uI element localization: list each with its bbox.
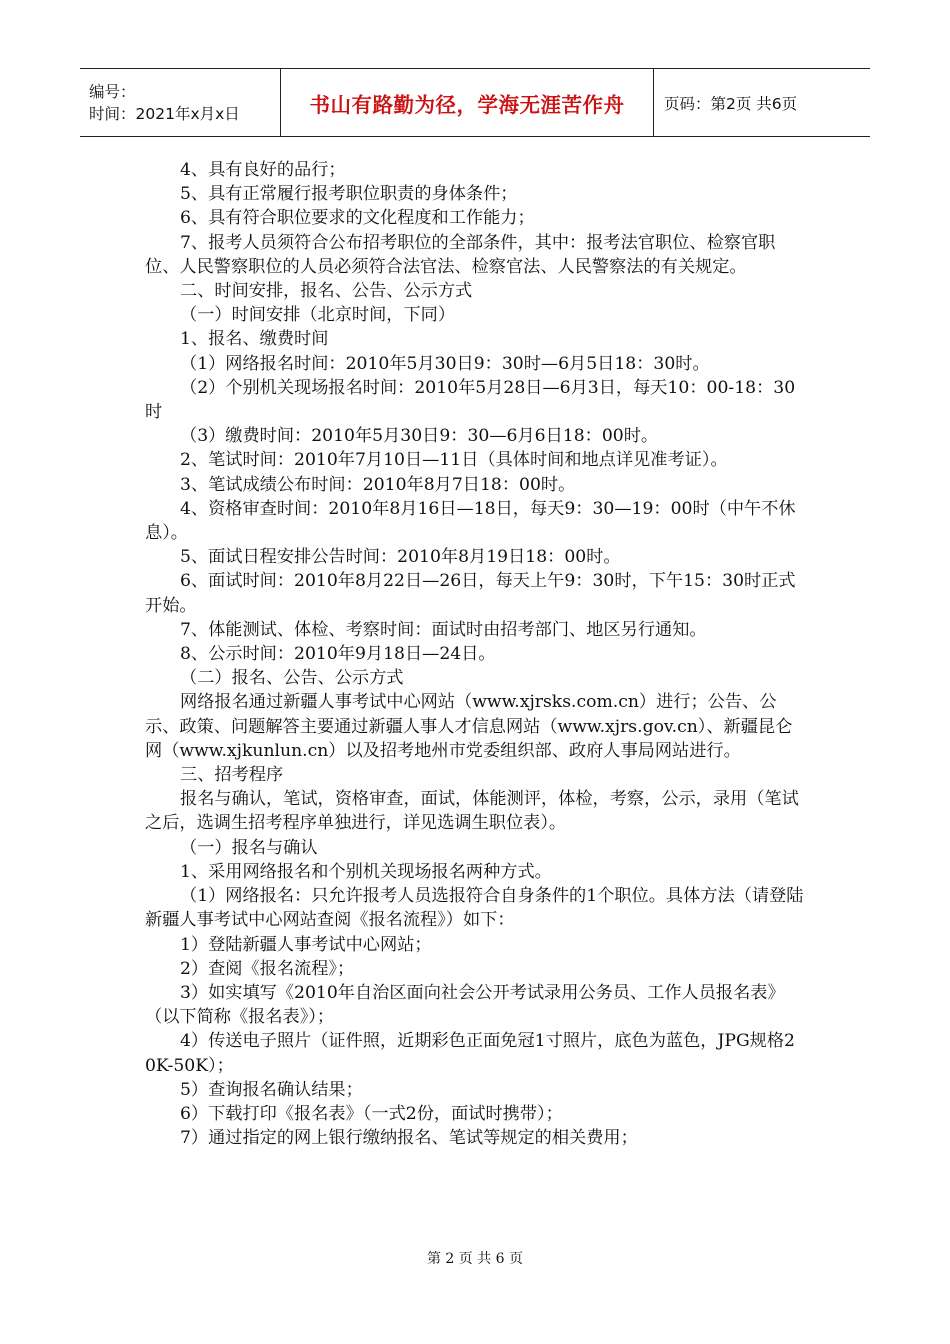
subsection-heading: （二）报名、公告、公示方式: [180, 668, 404, 689]
paragraph: 3、笔试成绩公布时间：2010年8月7日18：00时。: [180, 474, 576, 495]
motto-text: 书山有路勤为径，学海无涯苦作舟: [309, 92, 625, 117]
paragraph: 8、公示时间：2010年9月18日—24日。: [180, 644, 496, 665]
paragraph: 6）下载打印《报名表》（一式2份，面试时携带）；: [180, 1103, 563, 1124]
subsection-heading: （一）报名与确认: [180, 837, 318, 858]
document-time-label: 时间：2021年x月x日: [89, 104, 240, 123]
paragraph: 1、报名、缴费时间: [180, 329, 329, 350]
header-motto: [281, 69, 654, 136]
header-meta: [80, 69, 281, 136]
subsection-heading: （一）时间安排（北京时间，下同）: [180, 305, 456, 326]
section-heading: 二、时间安排，报名、公告、公示方式: [180, 281, 473, 302]
page-header: [80, 68, 870, 137]
paragraph: 4）传送电子照片（证件照，近期彩色正面免冠1寸照片，底色为蓝色，JPG规格20K-50K）；: [145, 1031, 795, 1076]
paragraph: 5、具有正常履行报考职位职责的身体条件；: [180, 184, 518, 205]
section-heading: 三、招考程序: [180, 765, 284, 786]
paragraph: 1、采用网络报名和个别机关现场报名两种方式。: [180, 861, 552, 882]
document-body: [145, 158, 805, 1150]
document-number-label: 编号：: [89, 82, 136, 101]
paragraph: 3）如实填写《2010年自治区面向社会公开考试录用公务员、工作人员报名表》（以下简称《报名表》）；: [145, 982, 785, 1028]
page-footer: [0, 1248, 950, 1268]
paragraph: 5、面试日程安排公告时间：2010年8月19日18：00时。: [180, 547, 621, 568]
paragraph: 报名与确认，笔试，资格审查，面试，体能测评，体检，考察，公示，录用（笔试之后，选调生招考程序单独进行，详见选调生职位表）。: [145, 789, 799, 834]
paragraph: 5）查询报名确认结果；: [180, 1079, 363, 1100]
paragraph: 7、体能测试、体检、考察时间：面试时由招考部门、地区另行通知。: [180, 619, 707, 640]
paragraph: 2、笔试时间：2010年7月10日—11日（具体时间和地点详见准考证）。: [180, 450, 728, 471]
paragraph: 1）登陆新疆人事考试中心网站；: [180, 934, 432, 955]
paragraph: 6、具有符合职位要求的文化程度和工作能力；: [180, 208, 535, 229]
paragraph: 7）通过指定的网上银行缴纳报名、笔试等规定的相关费用；: [180, 1128, 638, 1149]
page-info-text: 页码：第2页 共6页: [664, 94, 798, 113]
paragraph: 2）查阅《报名流程》；: [180, 958, 355, 979]
paragraph: （1）网络报名时间：2010年5月30日9：30时—6月5日18：30时。: [180, 353, 710, 374]
paragraph: 6、面试时间：2010年8月22日—26日，每天上午9：30时，下午15：30时正式开始。: [145, 571, 796, 616]
paragraph: （1）网络报名：只允许报考人员选报符合自身条件的1个职位。具体方法（请登陆新疆人事考试中心网站查阅《报名流程》）如下：: [145, 886, 804, 931]
paragraph: （3）缴费时间：2010年5月30日9：30—6月6日18：00时。: [180, 426, 659, 447]
paragraph: 4、资格审查时间：2010年8月16日—18日，每天9：30—19：00时（中午不休息）。: [145, 498, 796, 544]
paragraph: 网络报名通过新疆人事考试中心网站（www.xjrsks.com.cn）进行；公告、公示、政策、问题解答主要通过新疆人事人才信息网站（www.xjrs.gov.cn）、新疆昆仑网（www.xjkunlun.cn）以及招考地州市党委组织部、政府人事局网站进行。: [145, 692, 793, 761]
paragraph: 7、报考人员须符合公布招考职位的全部条件，其中：报考法官职位、检察官职位、人民警察职位的人员必须符合法官法、检察官法、人民警察法的有关规定。: [145, 232, 776, 277]
header-page-info: [654, 69, 870, 136]
footer-page-number: 第 2 页 共 6 页: [426, 1251, 524, 1267]
paragraph: （2）个别机关现场报名时间：2010年5月28日—6月3日，每天10：00-18：30时: [145, 377, 796, 423]
paragraph: 4、具有良好的品行；: [180, 160, 346, 180]
